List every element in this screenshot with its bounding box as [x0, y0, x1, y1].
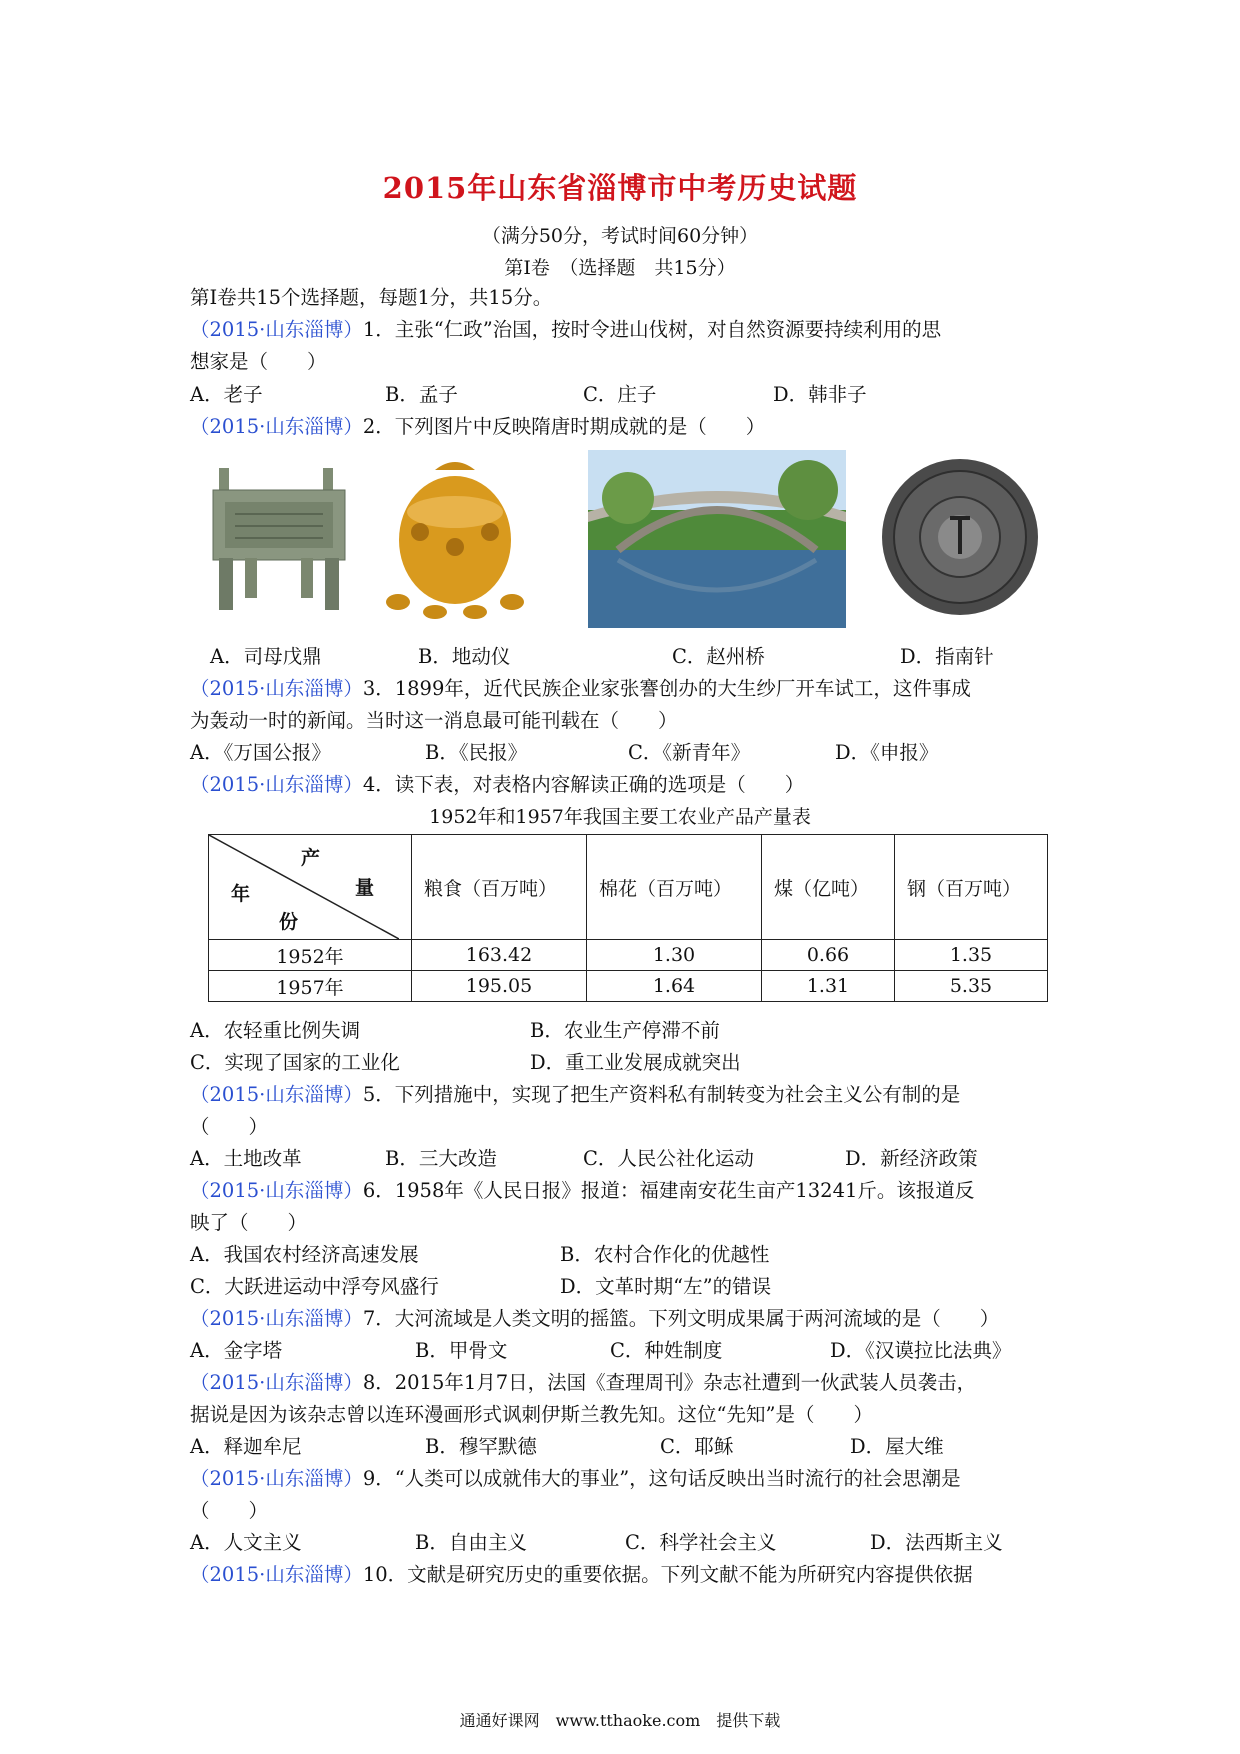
exam-subtitle: （满分50分，考试时间60分钟）	[481, 225, 759, 247]
question-1-stem: （2015·山东淄博）1．主张“仁政”治国，按时令进山伐树，对自然资源要持续利用的思	[190, 318, 942, 341]
option-b[interactable]: B．《民报》	[425, 741, 528, 764]
question-3-stem: （2015·山东淄博）3．1899年，近代民族企业家张謇创办的大生纱厂开车试工，这件事成	[190, 677, 971, 700]
question-6-options-row2	[190, 1272, 1090, 1302]
production-table	[208, 834, 1048, 1002]
option-a[interactable]: A．我国农村经济高速发展	[190, 1243, 419, 1266]
option-b[interactable]: B．农业生产停滞不前	[530, 1019, 720, 1042]
option-d[interactable]: D．文革时期“左”的错误	[560, 1275, 772, 1298]
question-6-stem-cont: 映了（ ）	[190, 1211, 308, 1234]
question-5-options	[190, 1144, 1090, 1174]
option-b[interactable]: B．穆罕默德	[425, 1435, 537, 1458]
option-a[interactable]: A．司母戊鼎	[210, 645, 322, 668]
option-d[interactable]: D．重工业发展成就突出	[530, 1051, 741, 1074]
option-a[interactable]: A．农轻重比例失调	[190, 1019, 361, 1042]
question-9-options	[190, 1528, 1090, 1558]
option-c[interactable]: C．耶稣	[660, 1435, 734, 1458]
question-5-stem: （2015·山东淄博）5．下列措施中，实现了把生产资料私有制转变为社会主义公有制的是	[190, 1083, 961, 1106]
option-a[interactable]: A．土地改革	[190, 1147, 302, 1170]
question-8-stem: （2015·山东淄博）8．2015年1月7日，法国《查理周刊》杂志社遭到一伙武装人员袭击，	[190, 1371, 977, 1394]
option-a[interactable]: A．人文主义	[190, 1531, 302, 1554]
option-d[interactable]: D．新经济政策	[845, 1147, 978, 1170]
table-header-row	[209, 835, 1048, 940]
section-heading: 第Ⅰ卷 （选择题 共15分）	[504, 257, 736, 279]
option-d[interactable]: D．韩非子	[773, 383, 867, 406]
question-4-options-row1	[190, 1016, 1090, 1046]
question-1-stem-cont: 想家是（ ）	[190, 350, 327, 373]
option-d[interactable]: D．屋大维	[850, 1435, 944, 1458]
option-b[interactable]: B．甲骨文	[415, 1339, 508, 1362]
question-10-stem: （2015·山东淄博）10．文献是研究历史的重要依据。下列文献不能为所研究内容提供依据	[190, 1563, 973, 1586]
zhaozhou-bridge-image	[588, 450, 846, 628]
instructions: 第Ⅰ卷共15个选择题，每题1分，共15分。	[190, 286, 553, 309]
option-a[interactable]: A．释迦牟尼	[190, 1435, 302, 1458]
question-2-options	[210, 642, 1110, 672]
question-9-stem: （2015·山东淄博）9．“人类可以成就伟大的事业”，这句话反映出当时流行的社会思潮是	[190, 1467, 961, 1490]
option-c[interactable]: C．庄子	[583, 383, 657, 406]
question-6-options-row1	[190, 1240, 1090, 1270]
option-d[interactable]: D．指南针	[900, 645, 994, 668]
source-tag: （2015·山东淄博）	[190, 318, 363, 341]
option-c[interactable]: C．实现了国家的工业化	[190, 1051, 400, 1074]
question-6-stem: （2015·山东淄博）6．1958年《人民日报》报道：福建南安花生亩产13241斤。该报道反	[190, 1179, 975, 1202]
question-1-options	[190, 380, 1090, 410]
option-b[interactable]: B．孟子	[385, 383, 458, 406]
header-coal: 煤（亿吨）	[762, 835, 895, 940]
question-7-options	[190, 1336, 1090, 1366]
table-caption: 1952年和1957年我国主要工农业产品产量表	[429, 806, 811, 828]
option-b[interactable]: B．农村合作化的优越性	[560, 1243, 770, 1266]
question-2-stem: （2015·山东淄博）2．下列图片中反映隋唐时期成就的是（ ）	[190, 415, 766, 438]
question-3-options	[190, 738, 1090, 768]
option-b[interactable]: B．自由主义	[415, 1531, 527, 1554]
option-b[interactable]: B．三大改造	[385, 1147, 497, 1170]
question-8-options	[190, 1432, 1090, 1462]
question-4-stem: （2015·山东淄博）4．读下表，对表格内容解读正确的选项是（ ）	[190, 773, 805, 796]
option-c[interactable]: C．《新青年》	[628, 741, 751, 764]
option-c[interactable]: C．人民公社化运动	[583, 1147, 754, 1170]
table-row: 1952年 163.42 1.30 0.66 1.35	[209, 940, 1048, 971]
option-d[interactable]: D．《申报》	[835, 741, 939, 764]
table-row: 1957年 195.05 1.64 1.31 5.35	[209, 971, 1048, 1002]
page-footer: 通通好课网 www.tthaoke.com 提供下载	[459, 1711, 781, 1730]
option-c[interactable]: C．种姓制度	[610, 1339, 723, 1362]
option-a[interactable]: A．《万国公报》	[190, 741, 331, 764]
ding-vessel-image	[205, 458, 355, 618]
question-8-stem-cont: 据说是因为该杂志曾以连环漫画形式讽刺伊斯兰教先知。这位“先知”是（ ）	[190, 1403, 873, 1426]
question-5-stem-cont: （ ）	[190, 1115, 269, 1138]
diagonal-header-cell: 产 量 年 份	[209, 835, 412, 940]
compass-image	[880, 452, 1040, 622]
seismograph-image	[380, 452, 530, 620]
question-3-stem-cont: 为轰动一时的新闻。当时这一消息最可能刊载在（ ）	[190, 709, 678, 732]
question-9-stem-cont: （ ）	[190, 1499, 269, 1522]
option-a[interactable]: A．金字塔	[190, 1339, 283, 1362]
page-title: 2015年山东省淄博市中考历史试题	[382, 171, 858, 205]
question-4-options-row2	[190, 1048, 1090, 1078]
option-b[interactable]: B．地动仪	[418, 645, 511, 668]
option-c[interactable]: C．赵州桥	[672, 645, 765, 668]
question-7-stem: （2015·山东淄博）7．大河流域是人类文明的摇篮。下列文明成果属于两河流域的是（ ）	[190, 1307, 1000, 1330]
header-steel: 钢（百万吨）	[895, 835, 1048, 940]
option-c[interactable]: C．大跃进运动中浮夸风盛行	[190, 1275, 439, 1298]
header-grain: 粮食（百万吨）	[412, 835, 587, 940]
option-d[interactable]: D．法西斯主义	[870, 1531, 1003, 1554]
option-c[interactable]: C．科学社会主义	[625, 1531, 777, 1554]
option-d[interactable]: D．《汉谟拉比法典》	[830, 1339, 1012, 1362]
option-a[interactable]: A．老子	[190, 383, 263, 406]
header-cotton: 棉花（百万吨）	[587, 835, 762, 940]
